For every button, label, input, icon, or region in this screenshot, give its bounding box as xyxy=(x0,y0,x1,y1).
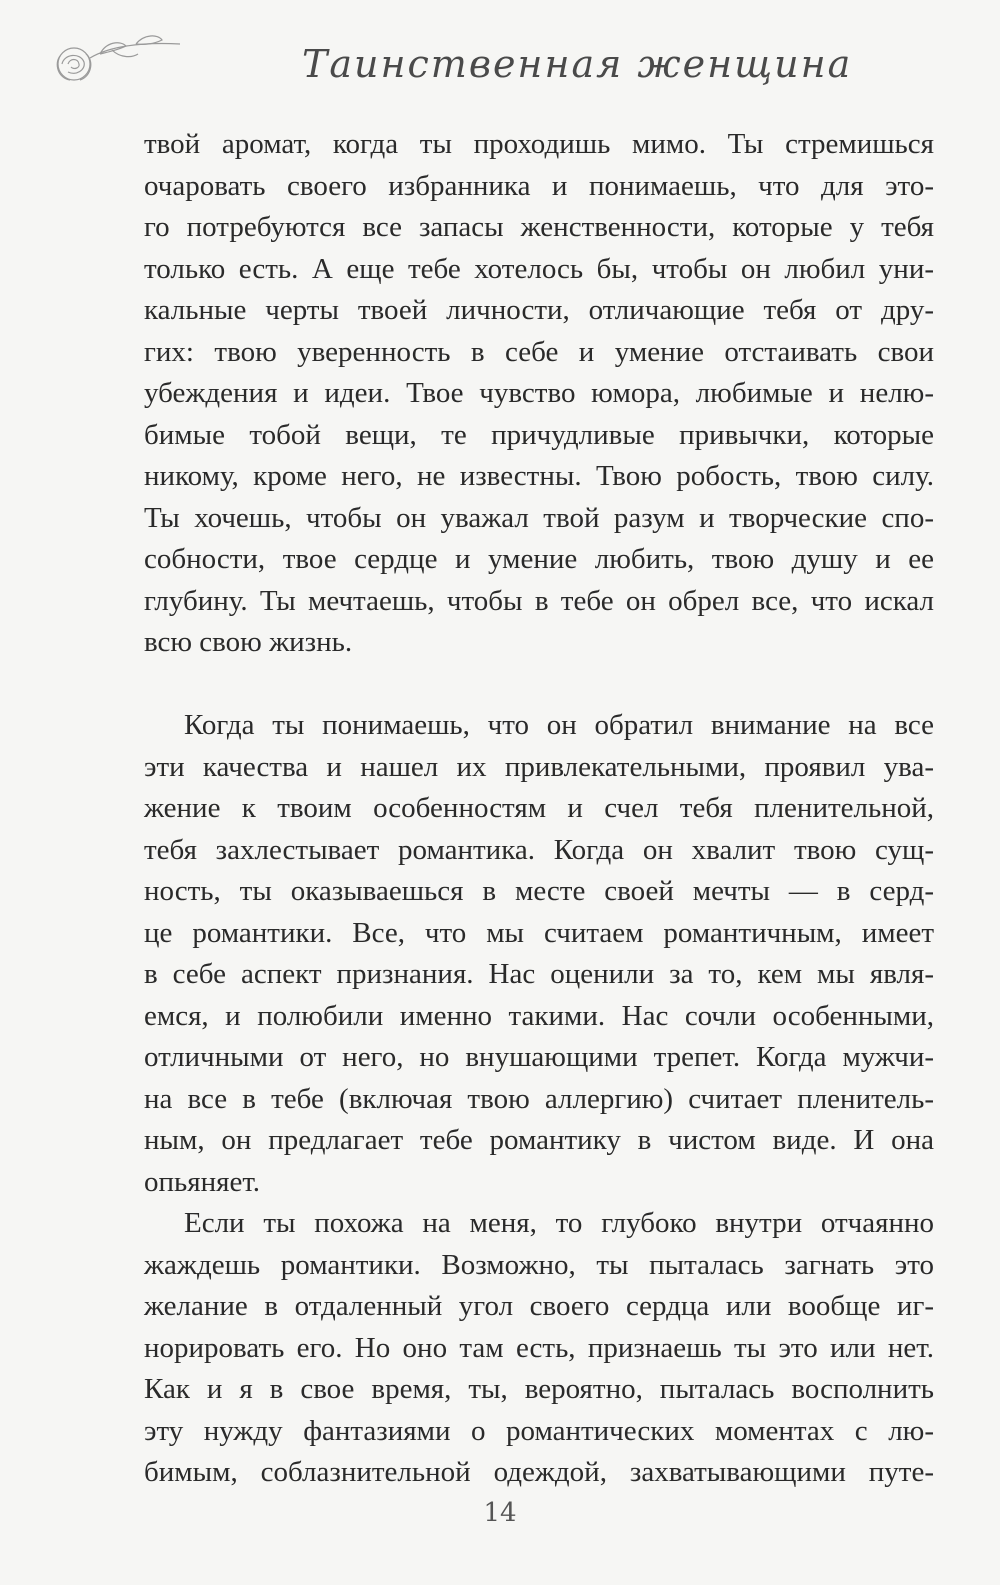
body-text xyxy=(144,124,934,1494)
text-line: емся, и полюбили именно такими. Нас сочли особенными, xyxy=(144,999,934,1032)
text-line: ность, ты оказываешься в месте своей мечты — в серд- xyxy=(144,875,934,907)
text-line: убеждения и идеи. Твое чувство юмора, любимые и нелю- xyxy=(144,377,934,409)
rose-ornament-icon xyxy=(40,24,190,96)
text-line: только есть. А еще тебе хотелось бы, чтобы он любил уни- xyxy=(144,252,934,285)
text-line: всю свою жизнь. xyxy=(144,626,353,658)
text-line: в себе аспект признания. Нас оценили за то, кем мы явля- xyxy=(144,958,934,990)
page-number: 14 xyxy=(483,1498,517,1528)
text-line: бимые тобой вещи, те причудливые привычки, которые xyxy=(144,418,934,451)
paragraph-gap xyxy=(144,664,934,706)
text-line: собности, твое сердце и умение любить, твою душу и ее xyxy=(144,543,934,575)
text-line: бимым, соблазнительной одеждой, захватывающими путе- xyxy=(144,1456,934,1488)
text-line: очаровать своего избранника и понимаешь, что для это- xyxy=(144,169,934,202)
text-line: опьяняет. xyxy=(144,1165,261,1198)
text-line: желание в отдаленный угол своего сердца или вообще иг- xyxy=(144,1290,934,1322)
text-line: отличными от него, но внушающими трепет. Когда мужчи- xyxy=(144,1041,934,1073)
text-line: эти качества и нашел их привлекательными, проявил ува- xyxy=(144,750,934,783)
text-line: эту нужду фантазиями о романтических моментах с лю- xyxy=(144,1414,934,1447)
text-line: глубину. Ты мечтаешь, чтобы в тебе он обрел все, что искал xyxy=(144,584,934,617)
text-line: Если ты похожа на меня, то глубоко внутри отчаянно xyxy=(184,1207,934,1239)
running-title: Таинственная женщина xyxy=(302,42,853,86)
text-line: кальные черты твоей личности, отличающие тебя от дру- xyxy=(144,294,934,326)
text-line: на все в тебе (включая твою аллергию) считает пленитель- xyxy=(144,1082,934,1115)
text-line: твой аромат, когда ты проходишь мимо. Ты стремишься xyxy=(144,128,934,160)
text-line: Как и я в свое время, ты, вероятно, пыталась восполнить xyxy=(144,1373,934,1405)
text-line: норировать его. Но оно там есть, признаешь ты это или нет. xyxy=(144,1331,934,1364)
text-line: гих: твою уверенность в себе и умение отстаивать свои xyxy=(144,335,934,368)
text-line: Ты хочешь, чтобы он уважал твой разум и творческие спо- xyxy=(144,501,934,534)
text-line: Когда ты понимаешь, что он обратил внимание на все xyxy=(184,709,934,741)
text-line: никому, кроме него, не известны. Твою робость, твою силу. xyxy=(144,460,934,492)
text-line: тебя захлестывает романтика. Когда он хвалит твою сущ- xyxy=(144,833,934,866)
text-line: жаждешь романтики. Возможно, ты пыталась загнать это xyxy=(144,1248,934,1281)
text-line: жение к твоим особенностям и счел тебя пленительной, xyxy=(144,792,934,824)
text-line: го потребуются все запасы женственности, которые у тебя xyxy=(144,211,934,243)
text-line: це романтики. Все, что мы считаем романтичным, имеет xyxy=(144,916,934,949)
page-header xyxy=(40,20,960,100)
text-line: ным, он предлагает тебе романтику в чистом виде. И она xyxy=(144,1124,934,1156)
